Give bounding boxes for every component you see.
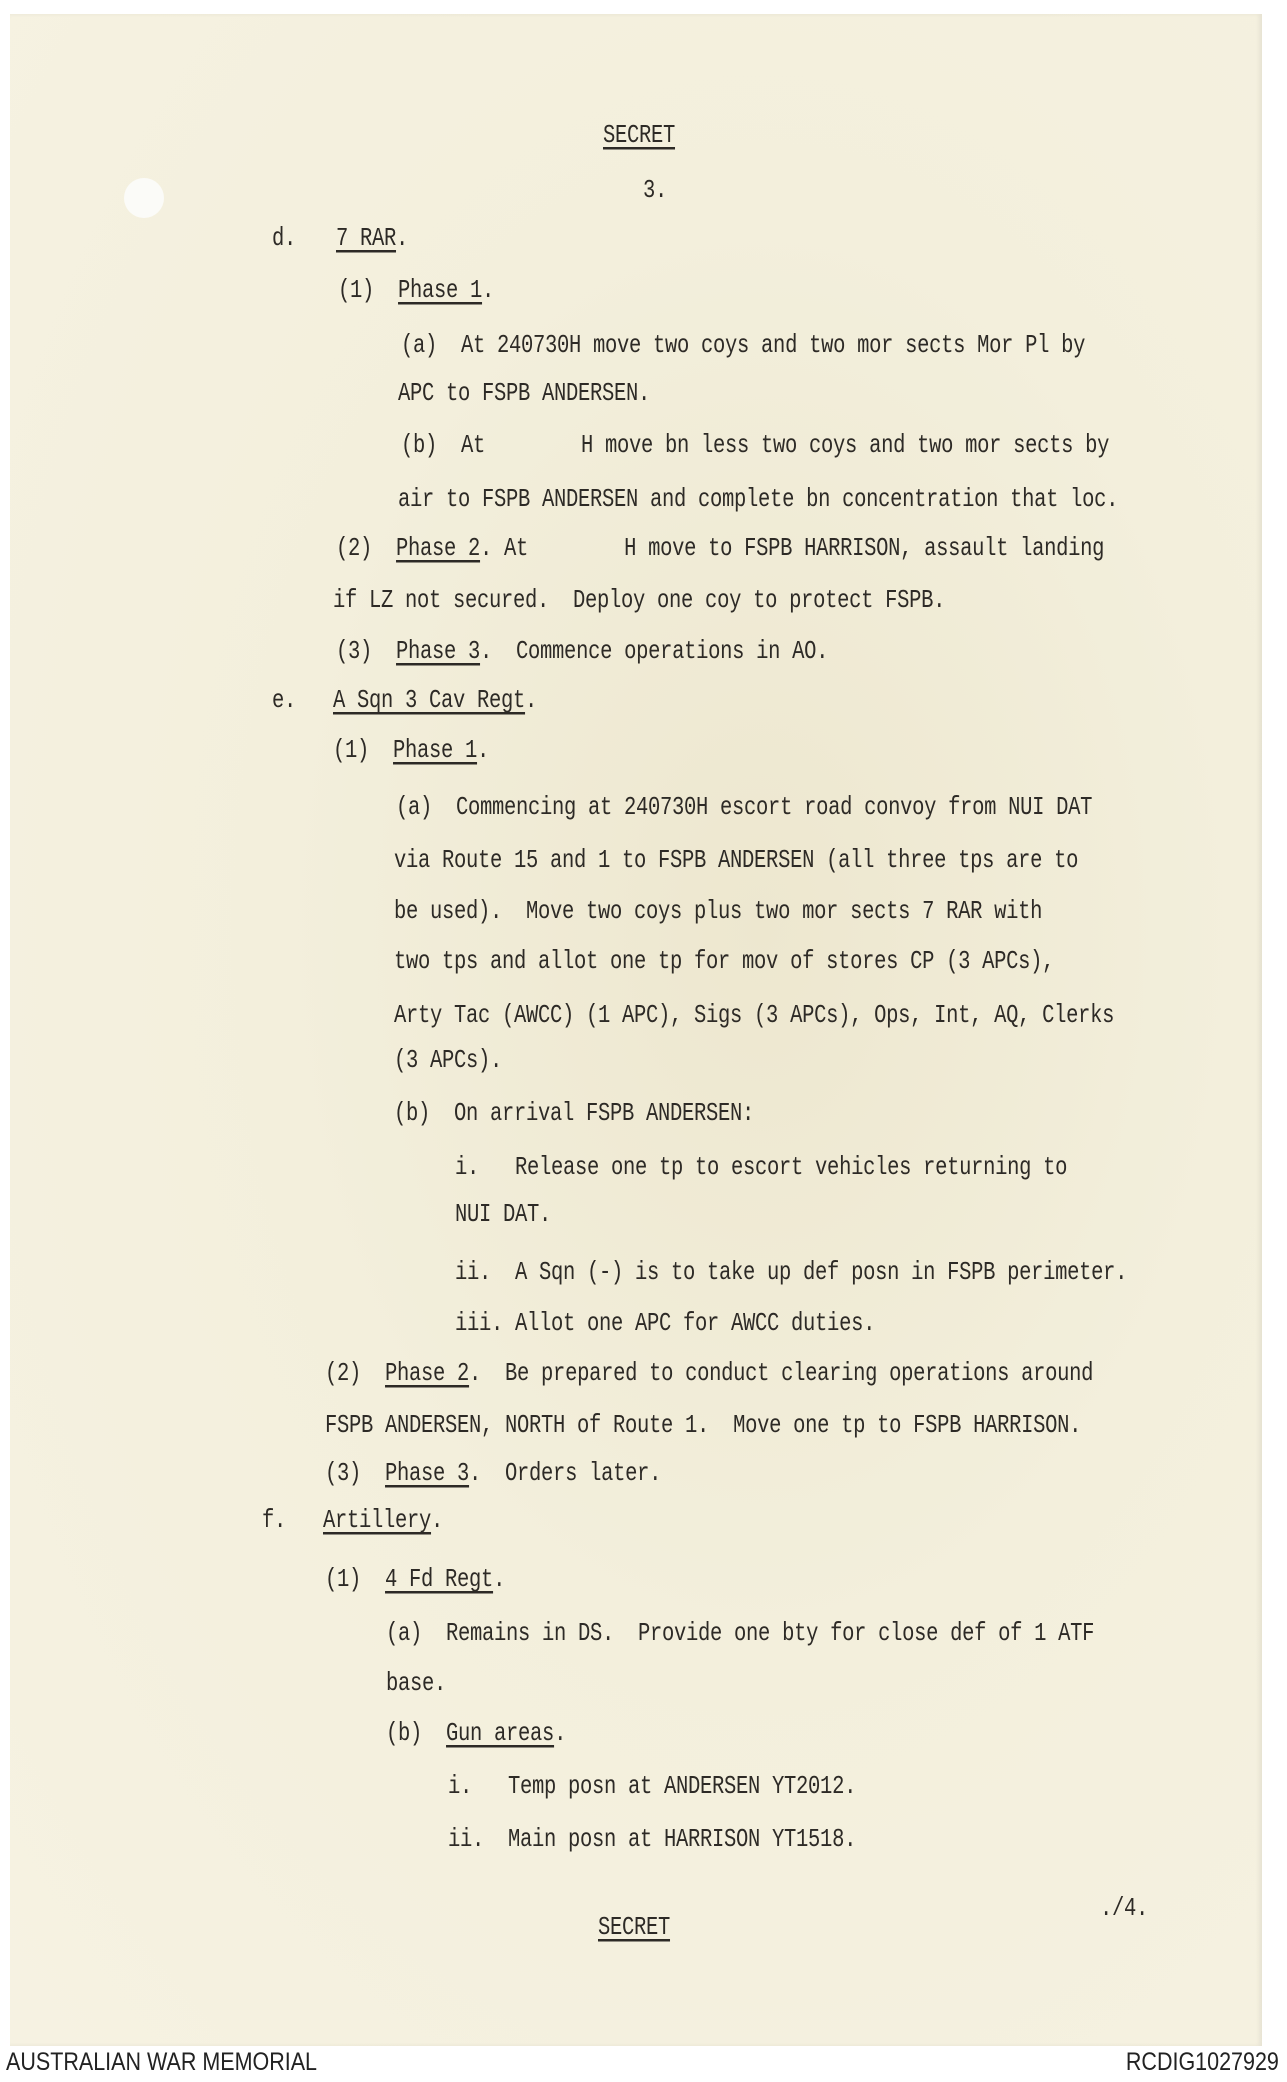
num: (1) [333, 737, 370, 766]
d-phase3 [336, 638, 828, 667]
e-phase1-b-item: ii. A Sqn (-) is to take up def posn in FSPB perimeter. [455, 1259, 1128, 1288]
section-f-letter: f. [262, 1507, 287, 1536]
f-1-a: (a) Remains in DS. Provide one bty for close def of 1 ATF [386, 1620, 1095, 1649]
d-phase1-a: (a) At 240730H move two coys and two mor sects Mor Pl by [401, 332, 1086, 361]
title: Gun areas [446, 1720, 555, 1749]
num: (3) [325, 1460, 362, 1489]
e-phase1-b-item: iii. Allot one APC for AWCC duties. [455, 1310, 876, 1339]
e-phase1-a-line: Arty Tac (AWCC) (1 APC), Sigs (3 APCs), Ops, Int, AQ, Clerks [394, 1002, 1115, 1031]
section-f-title: Artillery. [323, 1507, 444, 1536]
text: H move to FSPB HARRISON, assault landing [624, 535, 1105, 564]
title: Phase 2 [396, 535, 481, 564]
d-phase1-heading: (1) Phase 1. [338, 277, 495, 306]
at: . At [480, 535, 529, 564]
watermark-right: RCDIG1027929 [1126, 2048, 1279, 2076]
e-phase1-b-item: NUI DAT. [455, 1201, 552, 1230]
d-phase2-cont: if LZ not secured. Deploy one coy to protect FSPB. [333, 587, 946, 616]
section-d-letter: d. [272, 225, 297, 254]
title: 4 Fd Regt [385, 1566, 494, 1595]
gun-area-item: ii. Main posn at HARRISON YT1518. [448, 1826, 857, 1855]
section-f-heading: Artillery [323, 1507, 432, 1536]
text: H move bn less two coys and two mor sects by [581, 432, 1110, 461]
section-d-title: 7 RAR. [336, 225, 409, 254]
classification-header: SECRET [603, 122, 676, 151]
num: (2) [336, 535, 373, 564]
label: (b) At [401, 432, 486, 461]
gun-area-item: i. Temp posn at ANDERSEN YT2012. [448, 1773, 857, 1802]
f-1-a-cont: base. [386, 1670, 447, 1699]
section-e-heading: A Sqn 3 Cav Regt [333, 687, 526, 716]
e-phase1-a-line: via Route 15 and 1 to FSPB ANDERSEN (all three tps are to [394, 847, 1079, 876]
num: (1) [325, 1566, 362, 1595]
section-e-letter: e. [272, 687, 297, 716]
d-phase1-b-cont: air to FSPB ANDERSEN and complete bn concentration that loc. [398, 486, 1119, 515]
classification-footer: SECRET [598, 1914, 671, 1943]
e-phase1-a-line: be used). Move two coys plus two mor sects 7 RAR with [394, 898, 1043, 927]
continuation-marker: ./4. [1100, 1895, 1149, 1924]
e-phase1-heading: (1) Phase 1. [333, 737, 490, 766]
num: (b) [386, 1720, 423, 1749]
e-phase1-b-item: i. Release one tp to escort vehicles returning to [455, 1154, 1068, 1183]
f-1-heading: (1) 4 Fd Regt. [325, 1566, 506, 1595]
text: . Commence operations in AO. [480, 638, 829, 667]
section-d-heading: 7 RAR [336, 225, 397, 254]
d-phase1-a-cont: APC to FSPB ANDERSEN. [398, 380, 651, 409]
d-phase1-b [401, 432, 1109, 461]
title: Phase 1 [393, 737, 478, 766]
watermark-left: AUSTRALIAN WAR MEMORIAL [6, 2048, 317, 2076]
e-phase3 [325, 1460, 661, 1489]
title: Phase 2 [385, 1360, 470, 1389]
num: (2) [325, 1360, 362, 1389]
d-phase2 [336, 535, 1104, 564]
text: . Orders later. [469, 1460, 662, 1489]
e-phase1-a-line: two tps and allot one tp for mov of stores CP (3 APCs), [394, 948, 1055, 977]
e-phase2-cont: FSPB ANDERSEN, NORTH of Route 1. Move one tp to FSPB HARRISON. [325, 1412, 1082, 1441]
page-number: 3. [643, 177, 668, 206]
e-phase2 [325, 1360, 1093, 1389]
text: . Be prepared to conduct clearing operations around [469, 1360, 1094, 1389]
e-phase1-a-line: (a) Commencing at 240730H escort road convoy from NUI DAT [396, 794, 1093, 823]
punch-hole [124, 178, 164, 218]
f-1-b: (b) Gun areas. [386, 1720, 567, 1749]
title: Phase 3 [396, 638, 481, 667]
e-phase1-a-line: (3 APCs). [394, 1047, 503, 1076]
title: Phase 1 [398, 277, 483, 306]
section-e-title: A Sqn 3 Cav Regt. [333, 687, 538, 716]
title: Phase 3 [385, 1460, 470, 1489]
e-phase1-b: (b) On arrival FSPB ANDERSEN: [394, 1100, 755, 1129]
num: (3) [336, 638, 373, 667]
num: (1) [338, 277, 375, 306]
